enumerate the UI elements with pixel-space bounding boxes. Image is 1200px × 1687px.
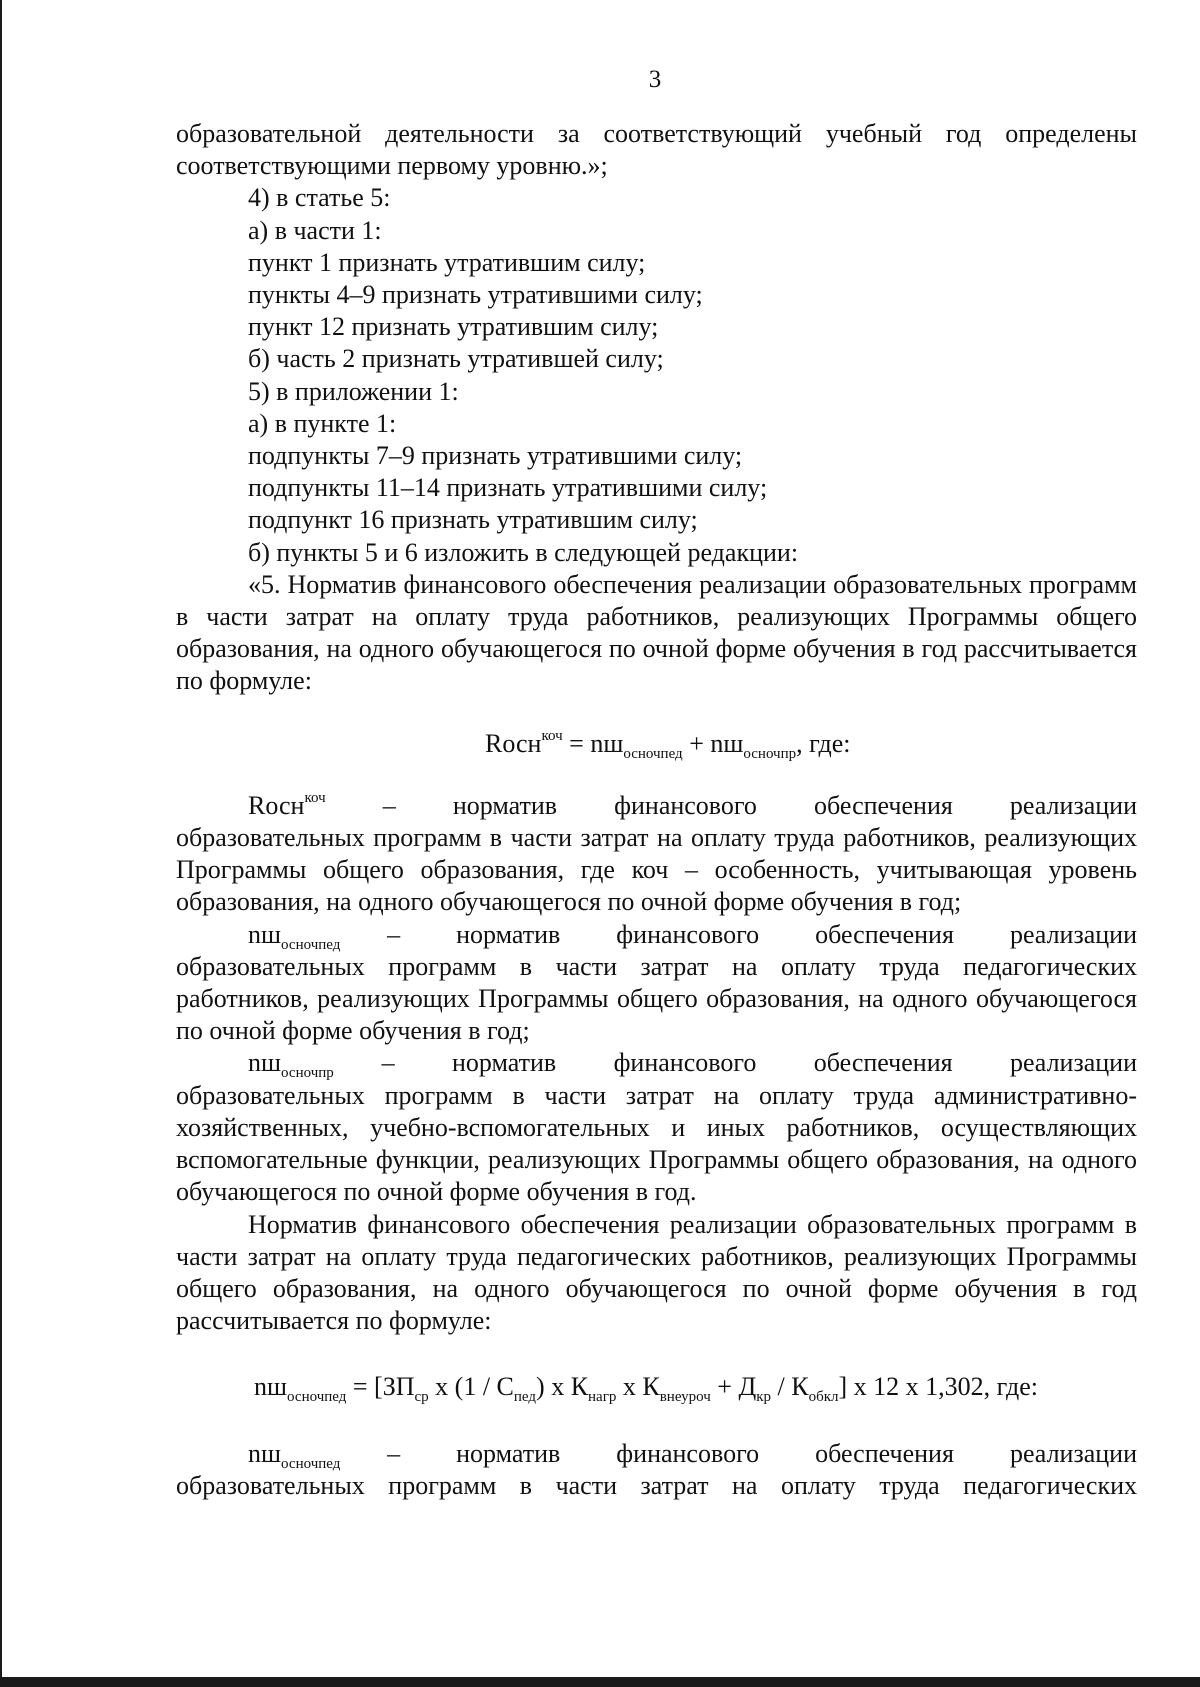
definition-nsh-osnochped: $nш_{осночпед}$ – норматив финансового обеспечения реализации образовательных программ в части затрат на оплату труда педагогических работников, реализующих Программы общего образования, на одного обучающегося по очной форме обучения в год;	[176, 919, 1137, 1048]
list-item: подпункты 11–14 признать утратившими силу;	[248, 473, 768, 503]
definition-term: Rосн	[248, 790, 305, 820]
paragraph-norm-5: «5. Норматив финансового обеспечения реализации образовательных программ в части затрат на оплату труда работников, реализующих Программы общего образования, на одного обучающегося по очной форме обучения в год рассчитывается по формуле:	[176, 569, 1137, 696]
list-item: а) в пункте 1:	[248, 408, 397, 438]
list-item: 4) в статье 5:	[248, 183, 391, 213]
list-item: подпункты 7–9 признать утратившими силу;	[248, 441, 743, 471]
definition-nsh-osnochpr: $nш_{осночпр}$ – норматив финансового обеспечения реализации образовательных программ в части затрат на оплату труда административно-хозяйственных, учебно-вспомогательных и иных работников, осуществляющих вспомогательные функции, реализующих Программы общего образования, на одного обучающегося по очной форме обучения в год.	[176, 1047, 1137, 1208]
formula-rosn: Rосн$^{коч}$ = $nш_{осночпед} + nш_{осночпр}$, где:	[485, 727, 851, 762]
list-item: б) пункты 5 и 6 изложить в следующей редакции:	[248, 537, 799, 567]
definition-text: образовательных программ в части затрат на оплату труда педагогических работников, реализующих Программы общего образования, на одного обучающегося по очной форме обучения в год;	[176, 951, 1137, 1046]
definition-text: образовательных программ в части затрат на оплату труда работников, реализующих Программы общего образования, где коч – особенность, учитывающая уровень образования, на одного обучающегося по очной форме обучения в год;	[176, 823, 1137, 917]
list-item: подпункт 16 признать утратившим силу;	[248, 505, 698, 535]
list-item: пункт 12 признать утратившим силу;	[248, 312, 659, 342]
list-item: 5) в приложении 1:	[248, 376, 459, 406]
scan-left-edge	[0, 0, 2, 1687]
list-item: пункт 1 признать утратившим силу;	[248, 247, 646, 277]
definition-term: nш	[248, 919, 282, 949]
scan-bottom-edge	[0, 1677, 1200, 1687]
paragraph-norm-ped: Норматив финансового обеспечения реализации образовательных программ в части затрат на оплату труда педагогических работников, реализующих Программы общего образования, на одного обучающегося по очной форме обучения в год рассчитывается по формуле:	[176, 1209, 1137, 1336]
list-item: б) часть 2 признать утратившей силу;	[248, 344, 664, 374]
document-body	[176, 118, 1137, 1502]
paragraph-continuation: образовательной деятельности за соответствующий учебный год определены соответствующими первому уровню.»;	[176, 119, 1137, 181]
page-number: 3	[648, 66, 662, 93]
definition-term: nш	[248, 1048, 282, 1078]
definition-nsh-osnochped-2: $nш_{осночпед}$ – норматив финансового обеспечения реализации образовательных программ в части затрат на оплату труда педагогических	[176, 1438, 1137, 1502]
definition-rosn: Rосн$^{коч}$ – норматив финансового обеспечения реализации образовательных программ в части затрат на оплату труда работников, реализующих Программы общего образования, где коч – особенность, учитывающая уровень образования, на одного обучающегося по очной форме обучения в год;	[176, 790, 1137, 919]
list-item: а) в части 1:	[248, 215, 382, 245]
list-item: пункты 4–9 признать утратившими силу;	[248, 280, 703, 310]
definition-text: образовательных программ в части затрат на оплату труда административно-хозяйственных, учебно-вспомогательных и иных работников, осуществляющих вспомогательные функции, реализующих Программы общего образования, на одного обучающегося по очной форме обучения в год.	[176, 1080, 1137, 1207]
formula-nsh-osnochped: $nш_{осночпед} = [ЗП_{ср}$ х $(1 / С_{пед})$ х $К_{нагр}$ х $К_{внеуроч} + Д_{кр} / К_{обкл}$] х 12 х 1,302, где:	[254, 1372, 1038, 1406]
definition-term: nш	[248, 1438, 282, 1468]
definition-text: образовательных программ в части затрат на оплату труда педагогических	[176, 1470, 1137, 1500]
